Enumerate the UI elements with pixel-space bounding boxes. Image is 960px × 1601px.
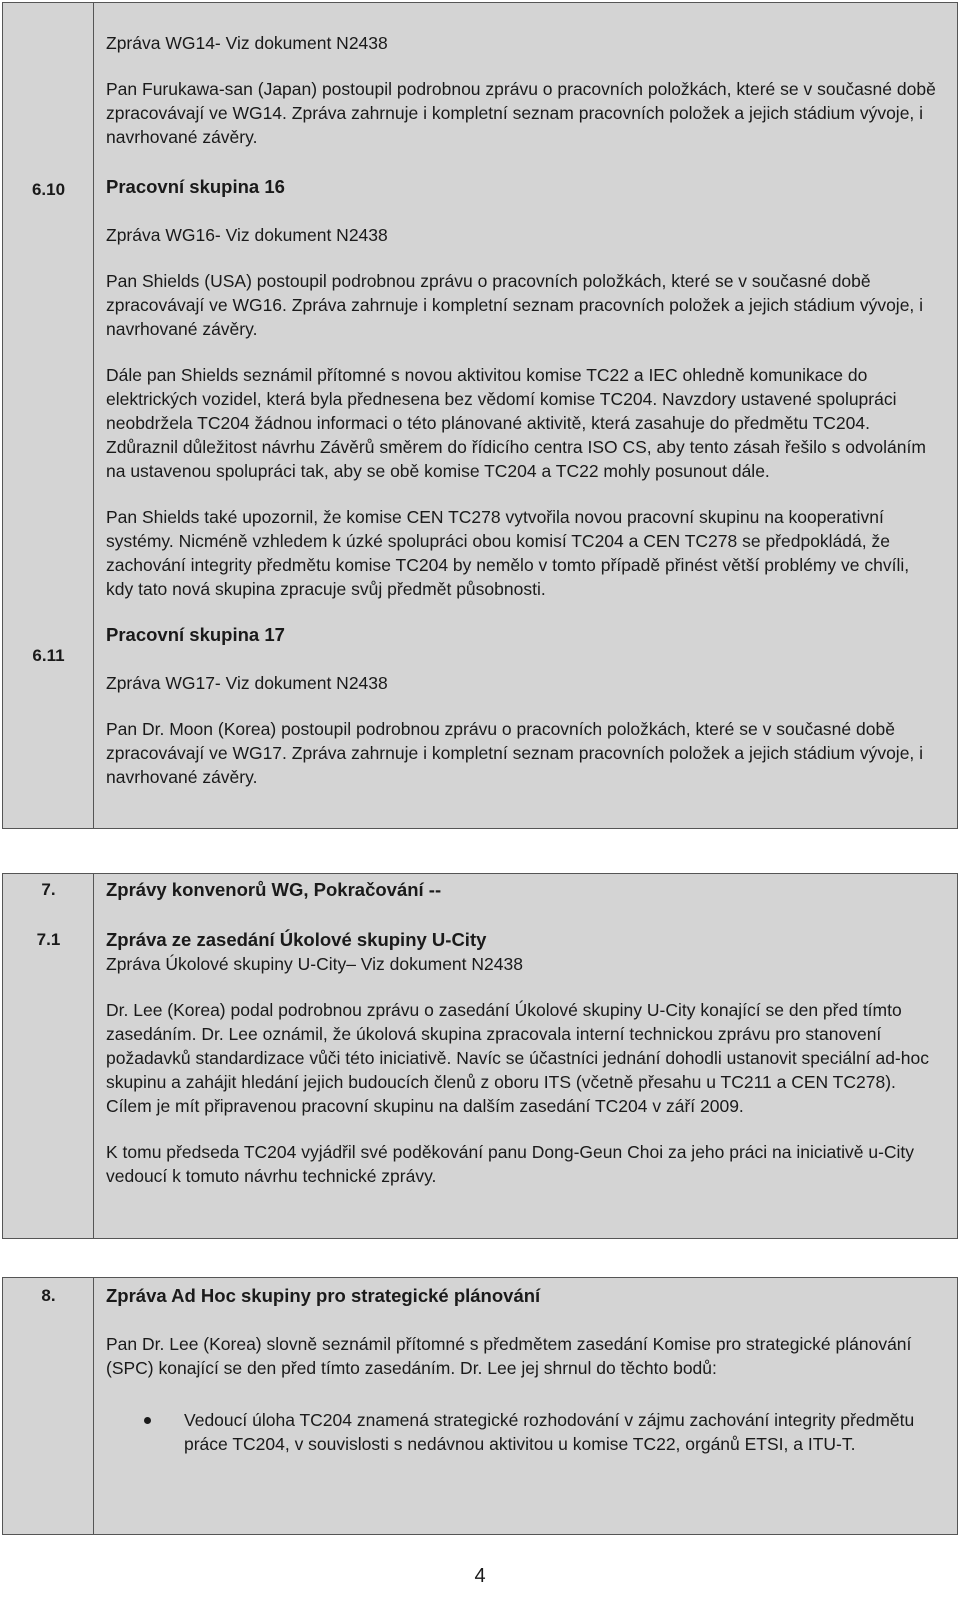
wg14-report-ref: Zpráva WG14- Viz dokument N2438 — [106, 33, 388, 53]
bullet-item — [106, 1408, 939, 1456]
wg14-paragraph: Pan Furukawa-san (Japan) postoupil podrobnou zprávu o pracovních položkách, které se v současné době zpracovávají ve WG14. Zpráva zahrnuje i kompletní seznam pracovních položek a jejich stádium vývoje, i navrhované závěry. — [106, 79, 936, 147]
section-content — [106, 878, 939, 1188]
wg16-paragraph-1: Pan Shields (USA) postoupil podrobnou zprávu o pracovních položkách, které se v současné době zpracovávají ve WG16. Zpráva zahrnuje i kompletní seznam pracovních položek a jejich stádium vývoje, i navrhované závěry. — [106, 271, 924, 339]
number-column — [3, 1278, 94, 1534]
page-number: 4 — [474, 1565, 486, 1587]
section-number-6-11: 6.11 — [32, 646, 65, 665]
bullet-icon — [144, 1417, 151, 1424]
wg17-report-ref: Zpráva WG17- Viz dokument N2438 — [106, 673, 388, 693]
section-number-7: 7. — [41, 880, 56, 899]
section-number-8: 8. — [41, 1286, 56, 1305]
section-number-6-10: 6.10 — [31, 180, 66, 199]
section-7-1-heading: Zpráva ze zasedání Úkolové skupiny U-City — [106, 929, 487, 950]
bullet-text: Vedoucí úloha TC204 znamená strategické rozhodování v zájmu zachování integrity předmětu práce TC204, v souvislosti s nedávnou aktivitou u komise TC22, orgánů ETSI, a ITU-T. — [184, 1410, 915, 1454]
section-8-heading: Zpráva Ad Hoc skupiny pro strategické plánování — [106, 1285, 541, 1306]
wg16-report-ref: Zpráva WG16- Viz dokument N2438 — [106, 225, 388, 245]
section-7-heading: Zprávy konvenorů WG, Pokračování -- — [106, 879, 442, 900]
section-block-6 — [2, 2, 958, 829]
wg17-paragraph: Pan Dr. Moon (Korea) postoupil podrobnou zprávu o pracovních položkách, které se v současné době zpracovávají ve WG17. Zpráva zahrnuje i kompletní seznam pracovních položek a jejich stádium vývoje, i navrhované závěry. — [106, 719, 924, 787]
wg16-paragraph-3: Pan Shields také upozornil, že komise CEN TC278 vytvořila novou pracovní skupinu na kooperativní systémy. Nicméně vzhledem k úzké spolupráci obou komisí TC204 a CEN TC278 se předpokládá, že zachování integrity předmětu komise TC204 by nemělo v tomto případě přinést větší problémy ve chvíli, kdy tato nová skupina zpracuje svůj předmět působnosti. — [106, 507, 910, 599]
u-city-paragraph-1: Dr. Lee (Korea) podal podrobnou zprávu o zasedání Úkolové skupiny U-City konající se den před tímto zasedáním. Dr. Lee oznámil, že úkolová skupina zpracovala interní technickou zprávu pro stanovení požadavků standardizace vůči této iniciativě. Navíc se účastníci jednání dohodli ustanovit speciální ad-hoc skupinu a zahájit hledání jejich budoucích členů z oboru ITS (včetně přesahu u TC211 a CEN TC278). Cílem je mít připravenou pracovní skupinu na dalším zasedání TC204 v září 2009. — [106, 1000, 929, 1116]
wg16-paragraph-2: Dále pan Shields seznámil přítomné s novou aktivitou komise TC22 a IEC ohledně komunikace do elektrických vozidel, která byla přednesena bez vědomí komise TC204. Navzdory ustavené spolupráci neobdržela TC204 žádnou informaci o této plánované aktivitě, která zasahuje do předmětu TC204. Zdůraznil důležitost návrhu Závěrů směrem do řídicího centra ISO CS, aby tento zásah řešilo s odvoláním na ustavenou spolupráci tak, aby se obě komise TC204 a TC22 mohly posunout dále. — [106, 365, 926, 481]
wg16-heading: Pracovní skupina 16 — [106, 176, 285, 197]
u-city-report-ref: Zpráva Úkolové skupiny U-City– Viz dokument N2438 — [106, 954, 523, 974]
section-number-7-1: 7.1 — [36, 930, 61, 949]
section-block-7 — [2, 873, 958, 1239]
number-column — [3, 3, 94, 828]
section-content — [106, 1284, 939, 1456]
number-column — [3, 874, 94, 1238]
spc-paragraph: Pan Dr. Lee (Korea) slovně seznámil přítomné s předmětem zasedání Komise pro strategické plánování (SPC) konající se den před tímto zasedáním. Dr. Lee jej shrnul do těchto bodů: — [106, 1334, 912, 1378]
section-content — [106, 31, 939, 789]
section-block-8 — [2, 1277, 958, 1535]
u-city-paragraph-2: K tomu předseda TC204 vyjádřil své poděkování panu Dong-Geun Choi za jeho práci na iniciativě u-City vedoucí k tomuto návrhu technické zprávy. — [106, 1142, 915, 1186]
wg17-heading: Pracovní skupina 17 — [106, 624, 285, 645]
